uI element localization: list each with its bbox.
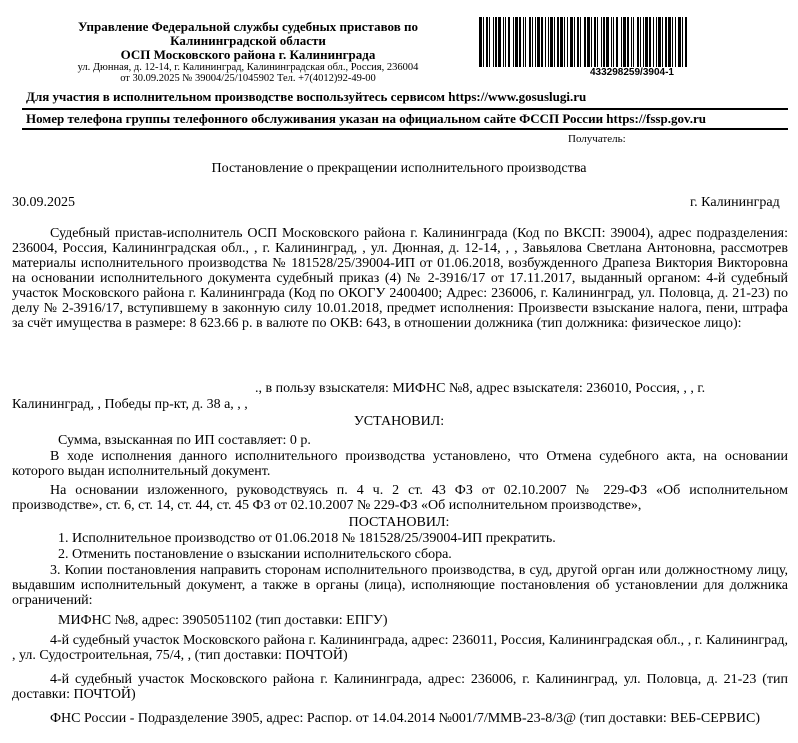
- barcode-bar: [513, 17, 514, 67]
- creditor-line2: Калининград, , Победы пр-кт, д. 38 а, , ,: [12, 397, 248, 412]
- phone-note: Номер телефона группы телефонного обслуживания указан на официальном сайте ФССП России https://fssp.gov.ru: [26, 111, 706, 126]
- barcode-bar: [505, 17, 506, 67]
- resolution-item-2: 2. Отменить постановление о взыскании исполнительского сбора.: [58, 547, 452, 562]
- course-block: [12, 449, 788, 479]
- document-date: 30.09.2025: [12, 195, 75, 210]
- barcode-bar: [574, 17, 575, 67]
- barcode-bar: [560, 17, 563, 67]
- barcode-bar: [580, 17, 581, 67]
- document-city: г. Калининград: [690, 195, 780, 210]
- resolution-item-1: 1. Исполнительное производство от 01.06.2018 № 181528/25/39004-ИП прекратить.: [58, 531, 556, 546]
- department-name: ОСП Московского района г. Калининграда: [120, 47, 376, 62]
- barcode-bar: [587, 17, 590, 67]
- gosuslugi-note: Для участия в исполнительном производстве воспользуйтесь сервисом https://www.gosuslugi.ru: [26, 89, 587, 104]
- barcode-bar: [577, 17, 579, 67]
- barcode-bar: [662, 17, 663, 67]
- recipient-label: Получатель:: [568, 133, 626, 145]
- distribution-recipient-3: 4-й судебный участок Московского района г. Калининграда, адрес: 236006, г. Калининград, ул. Половца, д. 21-23 (тип доставки: ПОЧТОЙ): [12, 672, 788, 702]
- resolved-heading: ПОСТАНОВИЛ:: [348, 515, 450, 530]
- barcode-bar: [508, 17, 510, 67]
- barcode-bar: [523, 17, 524, 67]
- barcode-bar: [537, 17, 540, 67]
- barcode-bar: [545, 17, 546, 67]
- barcode: [477, 17, 689, 67]
- barcode-bar: [656, 17, 657, 67]
- barcode-bar: [495, 17, 497, 67]
- barcode-bar: [631, 17, 632, 67]
- distribution-recipient-1: МИФНС №8, адрес: 3905051102 (тип доставки: ЕПГУ): [58, 613, 388, 628]
- established-heading: УСТАНОВИЛ:: [353, 414, 445, 429]
- course-paragraph: В ходе исполнения данного исполнительного производства установлено, что Отмена судебного акта, на основании которого выдан исполнительный документ.: [12, 449, 788, 479]
- amount-line: Сумма, взысканная по ИП составляет: 0 р.: [58, 433, 311, 448]
- barcode-bar: [668, 17, 671, 67]
- barcode-bar: [611, 17, 612, 67]
- barcode-bar: [643, 17, 644, 67]
- barcode-bar: [503, 17, 504, 67]
- distribution-recipient-3-block: [12, 672, 788, 702]
- header-divider-bottom: [22, 128, 788, 130]
- org-name-line1: Управление Федеральной службы судебных приставов по: [78, 19, 418, 34]
- barcode-bar: [557, 17, 559, 67]
- barcode-bar: [603, 17, 605, 67]
- barcode-bar: [601, 17, 602, 67]
- barcode-bar: [529, 17, 531, 67]
- barcode-bar: [550, 17, 553, 67]
- intro-paragraph: Судебный пристав-исполнитель ОСП Московского района г. Калининграда (Код по ВКСП: 39004), адрес подразделения: 236004, Россия, Калининградская обл., , г. Калининград, , ул. Дюнная, д. 12-14, , , Завьялова Светлана Антоновна, рассмотрев материалы исполнительного производства № 181528/25/39004-ИП от 01.06.2018, возбужденного Драпеза Виктория Викторовна на основании исполнительного документа судебный приказ (4) № 2-3916/17 от 17.11.2017, выданный органом: 4-й судебный участок Московского района г. Калининграда (Код по ОКОГУ 2400400; Адрес: 236006, г. Калининград, ул. Половца, д. 21-23) по делу № 2-3916/17, вступившему в законную силу 10.01.2018, предмет исполнения: Произвести взыскание налога, пени, штрафа за счёт имущества в размере: 8 623.66 р. в валюте по ОКВ: 643, в отношении должника (тип должника: физическое лицо):: [12, 226, 788, 331]
- document-reference: от 30.09.2025 № 39004/25/1045902 Тел. +7(4012)92-49-00: [120, 73, 376, 84]
- barcode-bar: [584, 17, 586, 67]
- barcode-bar: [591, 17, 592, 67]
- basis-paragraph: На основании изложенного, руководствуясь п. 4 ч. 2 ст. 43 ФЗ от 02.10.2007 № 229-ФЗ «Об исполнительном производстве», ст. 6, ст. 14, ст. 44, ст. 45 ФЗ от 02.10.2007 № 229-ФЗ «Об исполнительном производстве»,: [12, 483, 788, 513]
- barcode-bar: [570, 17, 573, 67]
- barcode-bar: [567, 17, 568, 67]
- barcode-bar: [613, 17, 614, 67]
- barcode-bar: [616, 17, 618, 67]
- barcode-bar: [627, 17, 629, 67]
- resolution-item-3: 3. Копии постановления направить сторонам исполнительного производства, в суд, другой орган или должностному лицу, выдавшим исполнительный документ, а также в органы (лица), исполняющие постановления об установлении для должника ограничений:: [12, 563, 788, 608]
- barcode-bar: [493, 17, 494, 67]
- distribution-recipient-2: 4-й судебный участок Московского района г. Калининграда, адрес: 236011, Россия, Калининградская обл., , г. Калининград, , ул. Судостроительная, 75/4, , (тип доставки: ПОЧТОЙ): [12, 633, 788, 663]
- distribution-recipient-4-block: [12, 711, 788, 726]
- barcode-bar: [548, 17, 549, 67]
- barcode-number: 433298259/3904-1: [590, 67, 674, 78]
- document-title: Постановление о прекращении исполнительного производства: [211, 161, 587, 176]
- header-block: [36, 20, 460, 62]
- barcode-bar: [672, 17, 673, 67]
- barcode-bar: [486, 17, 488, 67]
- distribution-recipient-4: ФНС России - Подразделение 3905, адрес: Распор. от 14.04.2014 №001/7/ММВ-23-8/3@ (тип доставки: ВЕБ-СЕРВИС): [50, 711, 761, 726]
- barcode-bar: [597, 17, 598, 67]
- resolution-item-3-block: [12, 563, 788, 608]
- barcode-bar: [623, 17, 626, 67]
- barcode-bar: [525, 17, 526, 67]
- header-address-block: [20, 62, 476, 84]
- distribution-recipient-2-block: [12, 633, 788, 663]
- barcode-bar: [564, 17, 565, 67]
- barcode-bar: [515, 17, 518, 67]
- barcode-bar: [541, 17, 543, 67]
- barcode-bar: [483, 17, 484, 67]
- barcode-bar: [535, 17, 536, 67]
- barcode-bar: [675, 17, 676, 67]
- barcode-bar: [649, 17, 651, 67]
- barcode-bar: [678, 17, 681, 67]
- barcode-bar: [489, 17, 490, 67]
- barcode-bar: [637, 17, 639, 67]
- barcode-bar: [519, 17, 521, 67]
- barcode-bar: [685, 17, 687, 67]
- barcode-bar: [594, 17, 596, 67]
- document-body: [12, 226, 788, 331]
- barcode-bar: [479, 17, 482, 67]
- department-address: ул. Дюнная, д. 12-14, г. Калининград, Калининградская обл., Россия, 236004: [77, 62, 419, 73]
- barcode-bar: [640, 17, 641, 67]
- barcode-bar: [532, 17, 533, 67]
- barcode-bar: [621, 17, 622, 67]
- barcode-graphic: [477, 17, 689, 67]
- barcode-bar: [665, 17, 667, 67]
- barcode-bar: [645, 17, 648, 67]
- barcode-bar: [554, 17, 555, 67]
- header-divider-top: [22, 108, 788, 110]
- creditor-line1: ., в пользу взыскателя: МИФНС №8, адрес взыскателя: 236010, Россия, , , г.: [255, 381, 706, 396]
- barcode-bar: [653, 17, 654, 67]
- barcode-bar: [633, 17, 634, 67]
- org-name-line2: Калининградской области: [170, 33, 326, 48]
- barcode-bar: [606, 17, 609, 67]
- barcode-bar: [658, 17, 661, 67]
- barcode-bar: [498, 17, 501, 67]
- barcode-bar: [682, 17, 683, 67]
- basis-block: [12, 483, 788, 513]
